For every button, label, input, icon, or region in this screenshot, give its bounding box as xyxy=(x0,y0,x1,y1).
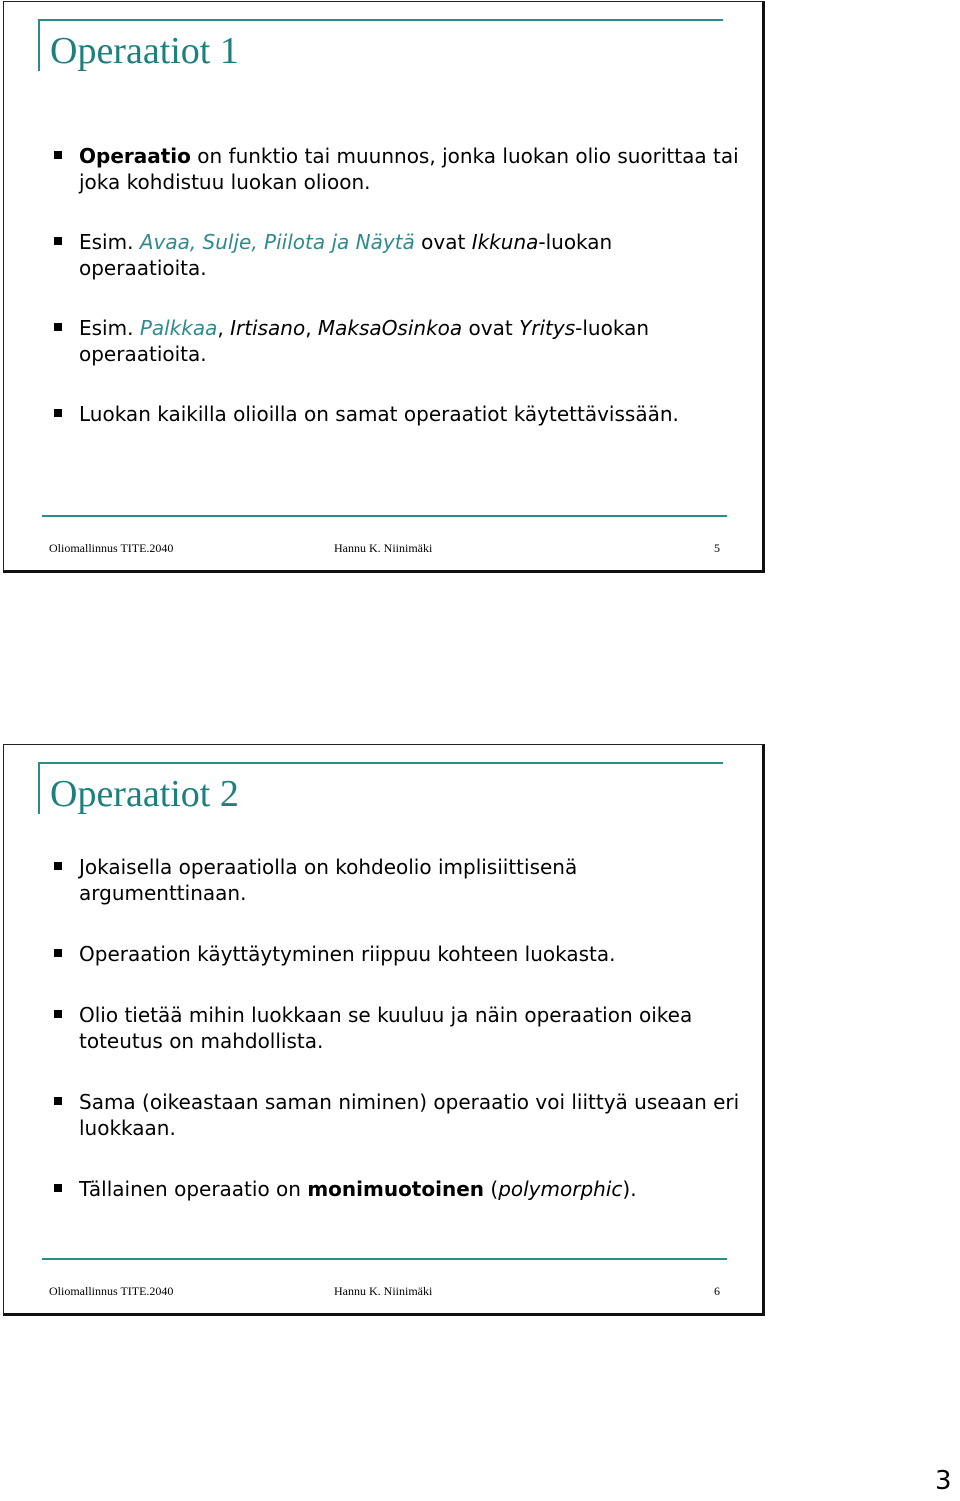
class-name: Ikkuna xyxy=(471,230,539,254)
footer-divider xyxy=(42,515,727,517)
term-bold: monimuotoinen xyxy=(307,1177,485,1201)
bullet-item xyxy=(52,1002,742,1054)
square-bullet-icon xyxy=(54,409,62,417)
page-number: 3 xyxy=(935,1466,952,1496)
bullet-suffix: -luokan operaatioita. xyxy=(79,230,613,280)
bullet-item xyxy=(52,143,742,195)
square-bullet-icon xyxy=(54,237,62,245)
bullet-item xyxy=(52,1176,742,1202)
square-bullet-icon xyxy=(54,323,62,331)
bullet-text: Jokaisella operaatiolla on kohdeolio implisiittisenä argumenttinaan. xyxy=(79,855,578,905)
separator: , xyxy=(217,316,231,340)
square-bullet-icon xyxy=(54,1184,62,1192)
operation-name: MaksaOsinkoa xyxy=(317,316,463,340)
bullet-text: Olio tietää mihin luokkaan se kuuluu ja näin operaation oikea toteutus on mahdollista. xyxy=(79,1003,693,1053)
title-divider-top xyxy=(38,19,723,21)
slide-number: 6 xyxy=(714,1284,720,1298)
term-italic: polymorphic xyxy=(498,1177,623,1201)
square-bullet-icon xyxy=(54,1010,62,1018)
slide-number: 5 xyxy=(714,541,720,555)
bullet-text: Luokan kaikilla olioilla on samat operaatiot käytettävissään. xyxy=(79,402,679,426)
footer-course: Oliomallinnus TITE.2040 xyxy=(49,1284,174,1298)
separator: , xyxy=(305,316,318,340)
square-bullet-icon xyxy=(54,862,62,870)
bullet-mid: ovat xyxy=(414,230,472,254)
slide-title: Operaatiot 2 xyxy=(50,773,239,815)
slide-2 xyxy=(3,744,765,1316)
bullet-prefix: Tällainen operaatio on xyxy=(79,1177,308,1201)
footer-author: Hannu K. Niinimäki xyxy=(334,1284,433,1298)
square-bullet-icon xyxy=(54,949,62,957)
bullet-suffix: ). xyxy=(622,1177,637,1201)
bullet-item xyxy=(52,854,742,906)
title-divider-left xyxy=(38,762,40,814)
bullet-prefix: Esim. xyxy=(79,230,140,254)
operation-name: Palkkaa xyxy=(139,316,218,340)
footer-course: Oliomallinnus TITE.2040 xyxy=(49,541,174,555)
term-bold: Operaatio xyxy=(79,144,191,168)
bullet-mid: ovat xyxy=(462,316,520,340)
square-bullet-icon xyxy=(54,1097,62,1105)
title-divider-left xyxy=(38,19,40,71)
class-name: Yritys xyxy=(519,316,576,340)
bullet-item xyxy=(52,315,742,367)
slide-title: Operaatiot 1 xyxy=(50,30,239,72)
footer-author: Hannu K. Niinimäki xyxy=(334,541,433,555)
bullet-list xyxy=(52,854,742,1237)
bullet-item xyxy=(52,401,742,427)
operation-name: Irtisano xyxy=(230,316,306,340)
bullet-mid: ( xyxy=(484,1177,499,1201)
footer-divider xyxy=(42,1258,727,1260)
bullet-suffix: -luokan operaatioita. xyxy=(79,316,650,366)
bullet-prefix: Esim. xyxy=(79,316,140,340)
bullet-item xyxy=(52,229,742,281)
bullet-item xyxy=(52,1089,742,1141)
bullet-text: Operaation käyttäytyminen riippuu kohteen luokasta. xyxy=(79,942,616,966)
operation-names: Avaa, Sulje, Piilota ja Näytä xyxy=(139,230,415,254)
slide-1 xyxy=(3,1,765,573)
bullet-text: on funktio tai muunnos, jonka luokan olio suorittaa tai joka kohdistuu luokan olioon. xyxy=(79,144,739,194)
bullet-list xyxy=(52,143,742,461)
bullet-text: Sama (oikeastaan saman niminen) operaatio voi liittyä useaan eri luokkaan. xyxy=(79,1090,740,1140)
title-divider-top xyxy=(38,762,723,764)
square-bullet-icon xyxy=(54,151,62,159)
bullet-item xyxy=(52,941,742,967)
